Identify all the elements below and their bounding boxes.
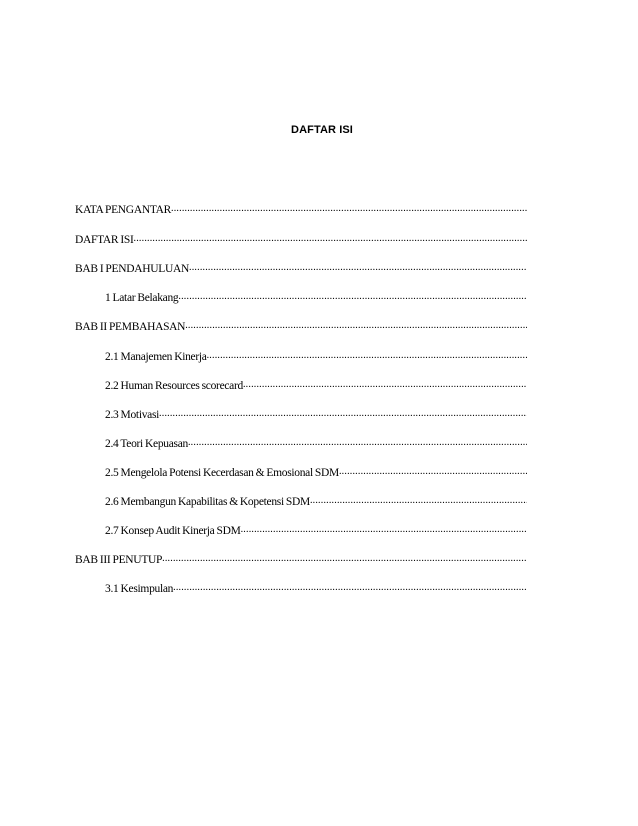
toc-dot-leader — [173, 581, 527, 595]
toc-entry-bab-2[interactable] — [75, 319, 527, 333]
toc-entry-label: 2.5 Mengelola Potensi Kecerdasan & Emosional SDM — [105, 467, 339, 479]
toc-dot-leader — [134, 232, 527, 246]
toc-entry-label: BAB III PENUTUP — [75, 554, 163, 566]
toc-entry-label: 2.3 Motivasi — [105, 409, 160, 421]
toc-dot-leader — [241, 523, 527, 537]
toc-entry-kata-pengantar[interactable] — [75, 202, 527, 216]
toc-dot-leader — [207, 349, 527, 363]
toc-entry-label: 2.7 Konsep Audit Kinerja SDM — [105, 525, 241, 537]
toc-dot-leader — [178, 290, 527, 304]
toc-entry-2-1[interactable] — [105, 349, 527, 363]
toc-dot-leader — [310, 494, 527, 508]
toc-entry-2-4[interactable] — [105, 436, 527, 450]
toc-entry-label: DAFTAR ISI — [75, 234, 134, 246]
toc-entry-2-7[interactable] — [105, 523, 527, 537]
toc-entry-2-2[interactable] — [105, 378, 527, 392]
toc-entry-label: BAB II PEMBAHASAN — [75, 321, 186, 333]
toc-dot-leader — [159, 407, 527, 421]
toc-entry-label: 3.1 Kesimpulan — [105, 583, 174, 595]
toc-entry-label: KATA PENGANTAR — [75, 204, 172, 216]
toc-entry-label: 2.2 Human Resources scorecard — [105, 380, 243, 392]
toc-dot-leader — [189, 261, 527, 275]
page-title: DAFTAR ISI — [291, 124, 353, 136]
toc-entry-2-3[interactable] — [105, 407, 527, 421]
toc-dot-leader — [339, 465, 527, 479]
toc-entry-bab-1[interactable] — [75, 261, 527, 275]
toc-dot-leader — [162, 552, 527, 566]
toc-entry-label: BAB I PENDAHULUAN — [75, 263, 190, 275]
toc-entry-daftar-isi[interactable] — [75, 232, 527, 246]
toc-entry-2-5[interactable] — [105, 465, 527, 479]
toc-entry-latar-belakang[interactable] — [105, 290, 527, 304]
toc-entry-label: 2.4 Teori Kepuasan — [105, 438, 188, 450]
toc-entry-label: 2.1 Manajemen Kinerja — [105, 351, 207, 363]
toc-entry-label: 2.6 Membangun Kapabilitas & Kopetensi SDM — [105, 496, 310, 508]
toc-entry-2-6[interactable] — [105, 494, 527, 508]
toc-dot-leader — [185, 319, 527, 333]
toc-entry-label: 1 Latar Belakang — [105, 292, 179, 304]
toc-entry-3-1[interactable] — [105, 581, 527, 595]
toc-dot-leader — [171, 202, 527, 216]
toc-entry-bab-3[interactable] — [75, 552, 527, 566]
toc-dot-leader — [188, 436, 527, 450]
toc-dot-leader — [243, 378, 527, 392]
